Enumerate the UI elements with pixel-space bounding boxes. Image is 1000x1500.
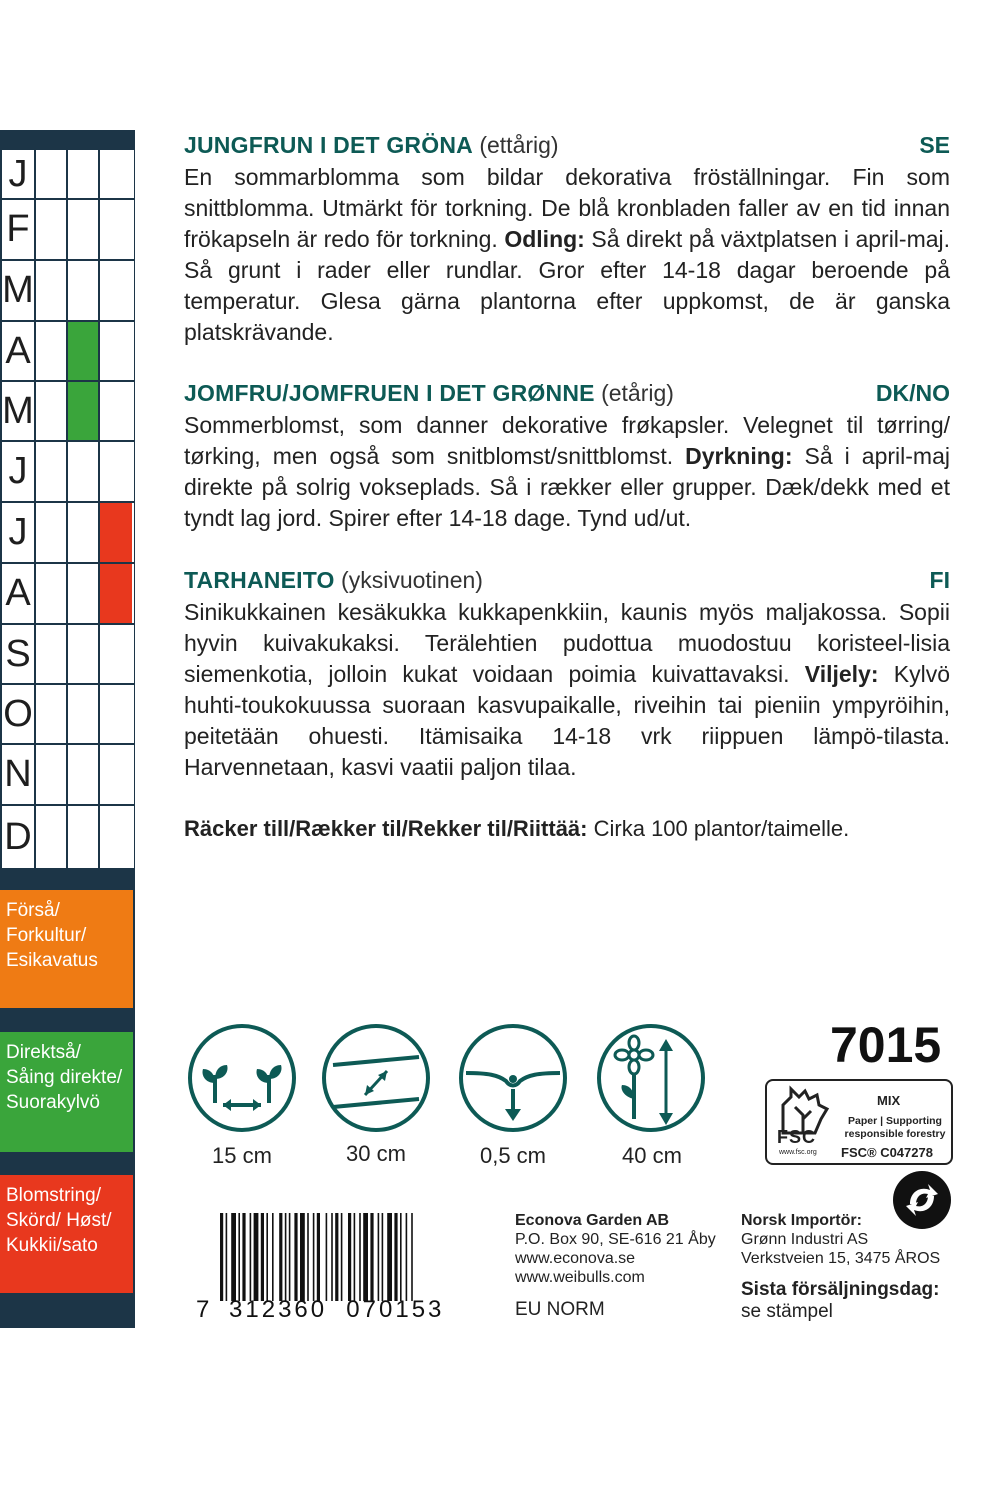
section-title: JUNGFRUN I DET GRÖNA — [184, 132, 473, 158]
month-row — [2, 261, 134, 322]
indoor-cell — [36, 685, 68, 743]
month-label: J — [2, 150, 36, 198]
fsc-claim-line1: Paper | Supporting — [848, 1115, 942, 1127]
month-row — [2, 564, 134, 625]
direct-cell — [68, 685, 100, 743]
eu-norm: EU NORM — [515, 1299, 605, 1320]
bloom-cell — [100, 150, 132, 198]
legend-direct-sow — [0, 1032, 133, 1152]
fsc-mix: MIX — [877, 1093, 901, 1108]
company-name: Econova Garden AB — [515, 1212, 670, 1229]
direct-cell — [68, 745, 100, 804]
last-sale-date — [741, 1279, 939, 1323]
fsc-claim-line2: responsible forestry — [844, 1128, 946, 1140]
indoor-cell — [36, 442, 68, 501]
company-web1: www.econova.se — [515, 1250, 636, 1267]
barcode-group2: 070153 — [346, 1296, 445, 1323]
last-sale-title: Sista försäljningsdag: — [741, 1279, 940, 1300]
direct-cell — [68, 442, 100, 501]
plant-spacing-icon — [187, 1023, 297, 1133]
month-row — [2, 806, 134, 868]
section-body — [184, 410, 950, 534]
indoor-cell — [36, 503, 68, 562]
cultivation-text: Så direkt på växtplatsen i april-maj. Så grunt i rader eller rundlar. Gror efter 14-18 dagar beroende på temperatur. Glesa gärna plantorna efter uppkomst, de är ganska platskrävande. — [184, 226, 951, 345]
indoor-cell — [36, 806, 68, 868]
cultivation-text: Så i april-maj direkte på solrig vokseplads. Så i rækker eller grupper. Dæk/dekk med et tyndt lag jord. Spirer efter 14-18 dage. Tynd ud/ut. — [184, 443, 950, 531]
fsc-url: www.fsc.org — [779, 1149, 817, 1156]
section-body — [184, 597, 950, 783]
language-code: SE — [919, 132, 950, 158]
month-label: S — [2, 625, 36, 683]
direct-cell — [68, 806, 100, 868]
month-row — [2, 685, 134, 745]
section-subtitle: (etårig) — [601, 380, 674, 406]
bloom-cell — [100, 322, 132, 380]
month-row — [2, 322, 134, 382]
language-code: DK/NO — [875, 380, 950, 406]
importer-address — [741, 1211, 961, 1268]
section-header — [184, 567, 950, 597]
yield-value: Cirka 100 plantor/taimelle. — [593, 816, 850, 841]
month-label: A — [2, 322, 36, 380]
section-dk-no — [184, 380, 950, 534]
legend-indoor-label: Förså/ Forkultur/ Esikavatus — [6, 900, 98, 971]
month-label: N — [2, 745, 36, 804]
month-label: F — [2, 200, 36, 259]
section-subtitle: (yksivuotinen) — [341, 567, 483, 593]
barcode-group1: 312360 — [229, 1296, 328, 1323]
bloom-cell — [100, 382, 132, 440]
bloom-cell — [100, 625, 132, 683]
bloom-cell — [100, 806, 132, 868]
language-code: FI — [929, 567, 950, 593]
description-text: Sommerblomst, som danner dekorative frøkapsler. Velegnet til tørring/ tørking, men også som snitblomst/snittblomst. — [184, 412, 950, 469]
month-row — [2, 200, 134, 261]
direct-cell — [68, 150, 100, 198]
cultivation-label: Odling: — [504, 226, 585, 252]
cultivation-label: Viljely: — [804, 661, 879, 687]
indoor-cell — [36, 261, 68, 320]
fsc-code: FSC® C047278 — [841, 1145, 933, 1160]
yield-info — [184, 816, 849, 842]
month-label: M — [2, 382, 36, 440]
legend-direct-label: Direktså/ Såing direkte/ Suorakylvö — [6, 1042, 123, 1113]
yield-label: Räcker till/Rækker til/Rekker til/Riittää: — [184, 816, 588, 841]
legend-bloom — [0, 1175, 133, 1293]
indoor-cell — [36, 564, 68, 623]
month-label: J — [2, 442, 36, 501]
barcode-first-digit: 7 — [196, 1296, 210, 1323]
last-sale-value: se stämpel — [741, 1301, 833, 1322]
fsc-label — [765, 1079, 953, 1165]
row-spacing-icon — [321, 1023, 431, 1133]
month-row — [2, 745, 134, 806]
indoor-cell — [36, 745, 68, 804]
importer-title: Norsk Importör: — [741, 1212, 862, 1229]
indoor-cell — [36, 200, 68, 259]
legend-indoor — [0, 890, 133, 1008]
bloom-cell — [100, 685, 132, 743]
row-spacing-label: 30 cm — [346, 1141, 406, 1166]
barcode-number — [196, 1296, 476, 1324]
month-row — [2, 382, 134, 442]
direct-cell — [68, 200, 100, 259]
month-row — [2, 625, 134, 685]
bloom-cell — [100, 442, 132, 501]
indoor-cell — [36, 150, 68, 198]
bloom-cell-active — [100, 503, 132, 562]
month-label: M — [2, 261, 36, 320]
section-subtitle: (ettårig) — [479, 132, 559, 158]
description-text: En sommarblomma som bildar dekorativa fröställningar. Fin som snittblomma. Utmärkt för torkning. De blå kronbladen faller av en tid innan frökapseln är redo för torkning. — [184, 164, 950, 252]
indoor-cell — [36, 625, 68, 683]
direct-cell — [68, 503, 100, 562]
month-row — [2, 150, 134, 200]
company-address — [515, 1211, 735, 1287]
fsc-claim — [839, 1115, 951, 1141]
sowing-calendar — [2, 150, 134, 868]
direct-cell-active — [68, 322, 100, 380]
product-number: 7015 — [830, 1017, 942, 1073]
section-title: JOMFRU/JOMFRUEN I DET GRØNNE — [184, 380, 595, 406]
section-body — [184, 162, 950, 348]
sowing-depth-label: 0,5 cm — [479, 1143, 547, 1168]
importer-street: Verkstveien 15, 3475 ÅROS — [741, 1250, 941, 1267]
company-street: P.O. Box 90, SE-616 21 Åby — [515, 1231, 716, 1248]
month-row — [2, 503, 134, 564]
sowing-depth-icon — [458, 1023, 568, 1133]
month-row — [2, 442, 134, 503]
month-label: O — [2, 685, 36, 743]
cultivation-text: Kylvö huhti-toukokuussa suoraan kasvupaikalle, riveihin tai pieniin ympyröihin, peitetään ohuesti. Itämisaika 14-18 vrk riippuen lämpö-tilasta. Harvennetaan, kasvi vaatii paljon tilaa. — [184, 661, 951, 780]
direct-cell — [68, 261, 100, 320]
month-label: A — [2, 564, 36, 623]
bloom-cell — [100, 261, 132, 320]
month-label: D — [2, 806, 36, 868]
description-text: Sinikukkainen kesäkukka kukkapenkkiin, kaunis myös maljakossa. Sopii hyvin kuivakukaksi. Terälehtien pudottua muodostuu koristeel-lisia siemenkotia, jolloin kukat voidaan poimia kuivattavaksi. — [184, 599, 950, 687]
plant-spacing-label: 15 cm — [212, 1143, 272, 1168]
company-web2: www.weibulls.com — [515, 1269, 645, 1286]
plant-height-icon — [596, 1023, 706, 1133]
cultivation-label: Dyrkning: — [685, 443, 793, 469]
bloom-cell-active — [100, 564, 132, 623]
direct-cell — [68, 564, 100, 623]
legend-bloom-label: Blomstring/ Skörd/ Høst/ Kukkii/sato — [6, 1185, 112, 1256]
section-header — [184, 380, 950, 410]
section-title: TARHANEITO — [184, 567, 335, 593]
direct-cell-active — [68, 382, 100, 440]
bloom-cell — [100, 200, 132, 259]
month-label: J — [2, 503, 36, 562]
indoor-cell — [36, 322, 68, 380]
indoor-cell — [36, 382, 68, 440]
direct-cell — [68, 625, 100, 683]
section-fi — [184, 567, 950, 783]
section-header — [184, 132, 950, 162]
importer-name: Grønn Industri AS — [741, 1231, 869, 1248]
bloom-cell — [100, 745, 132, 804]
section-se — [184, 132, 950, 348]
plant-height-label: 40 cm — [622, 1143, 682, 1168]
barcode — [218, 1213, 471, 1301]
fsc-logo-text: FSC — [777, 1127, 816, 1147]
